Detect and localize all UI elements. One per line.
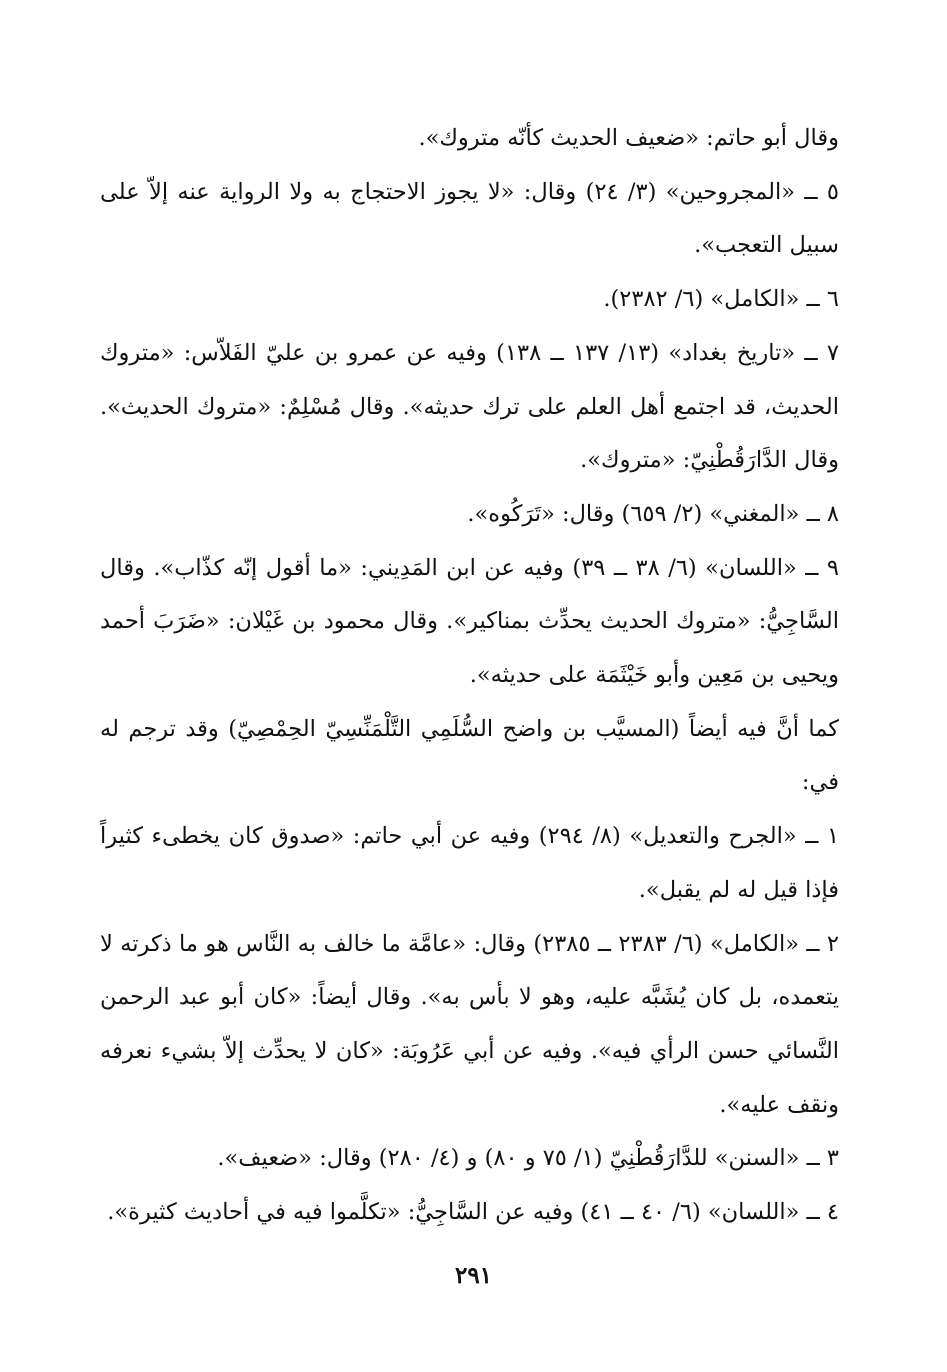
entry-1-jarh: ١ ــ «الجرح والتعديل» (٨/ ٢٩٤) وفيه عن أبي حاتم: «صدوق كان يخطىء كثيراً فإذا قيل له لم يقبل». [100, 823, 840, 903]
entry-3-sunan: ٣ ــ «السنن» للدَّارَقُطْنِيّ (١/ ٧٥ و ٨٠) و (٤/ ٢٨٠) وقال: «ضعيف». [217, 1145, 839, 1172]
entry-5-majruhin: ٥ ــ «المجروحين» (٣/ ٢٤) وقال: «لا يجوز الاحتجاج به ولا الرواية عنه إلاّ على سبيل التعجب». [100, 178, 839, 259]
entry-7-tarikh-baghdad: ٧ ــ «تاريخ بغداد» (١٣/ ١٣٧ ــ ١٣٨) وفيه عن عمرو بن عليّ الفَلاّس: «متروك الحديث، قد اجتمع أهل العلم على ترك حديثه». وقال مُسْلِمٌ: «متروك الحديث». وقال الدَّارَقُطْنِيّ: «متروك». [100, 339, 839, 474]
entry-9-lisan: ٩ ــ «اللسان» (٦/ ٣٨ ــ ٣٩) وفيه عن ابن المَدِيني: «ما أقول إنّه كذّاب». وقال السَّاجِيُّ: «متروك الحديث يحدِّث بمناكير». وقال محمود بن غَيْلان: «ضَرَبَ أحمد ويحيى بن مَعِين وأبو خَيْثَمَة على حديثه». [100, 554, 839, 689]
entry-6-kamil: ٦ ــ «الكامل» (٦/ ٢٣٨٢). [603, 286, 839, 313]
paragraph-abu-hatim: وقال أبو حاتم: «ضعيف الحديث كأنّه متروك». [418, 125, 839, 151]
entry-2-kamil: ٢ ــ «الكامل» (٦/ ٢٣٨٣ ــ ٢٣٨٥) وقال: «عامَّة ما خالف به النَّاس هو ما ذكرته لا يتعمده، بل كان يُشَبَّه عليه، وهو لا بأس به». وقال أيضاً: «كان أبو عبد الرحمن النَّسائي حسن الرأي فيه». وفيه عن أبي عَرُوبَة: «كان لا يحدِّث إلاّ بشيء نعرفه ونقف عليه». [100, 930, 839, 1118]
page-number: ٢٩١ [454, 1262, 493, 1289]
entry-8-mughni: ٨ ــ «المغني» (٢/ ٦٥٩) وقال: «تَرَكُوه». [467, 500, 839, 527]
entry-4-lisan: ٤ ــ «اللسان» (٦/ ٤٠ ــ ٤١) وفيه عن السَّاجِيُّ: «تكلَّموا فيه في أحاديث كثيرة». [107, 1199, 839, 1226]
main-text [100, 112, 839, 1240]
paragraph-musayyab: كما أنَّ فيه أيضاً (المسيَّب بن واضح السُّلَمِي التَّلْمَنِّسِيّ الحِمْصِيّ) وقد ترجم له في: [100, 715, 839, 796]
